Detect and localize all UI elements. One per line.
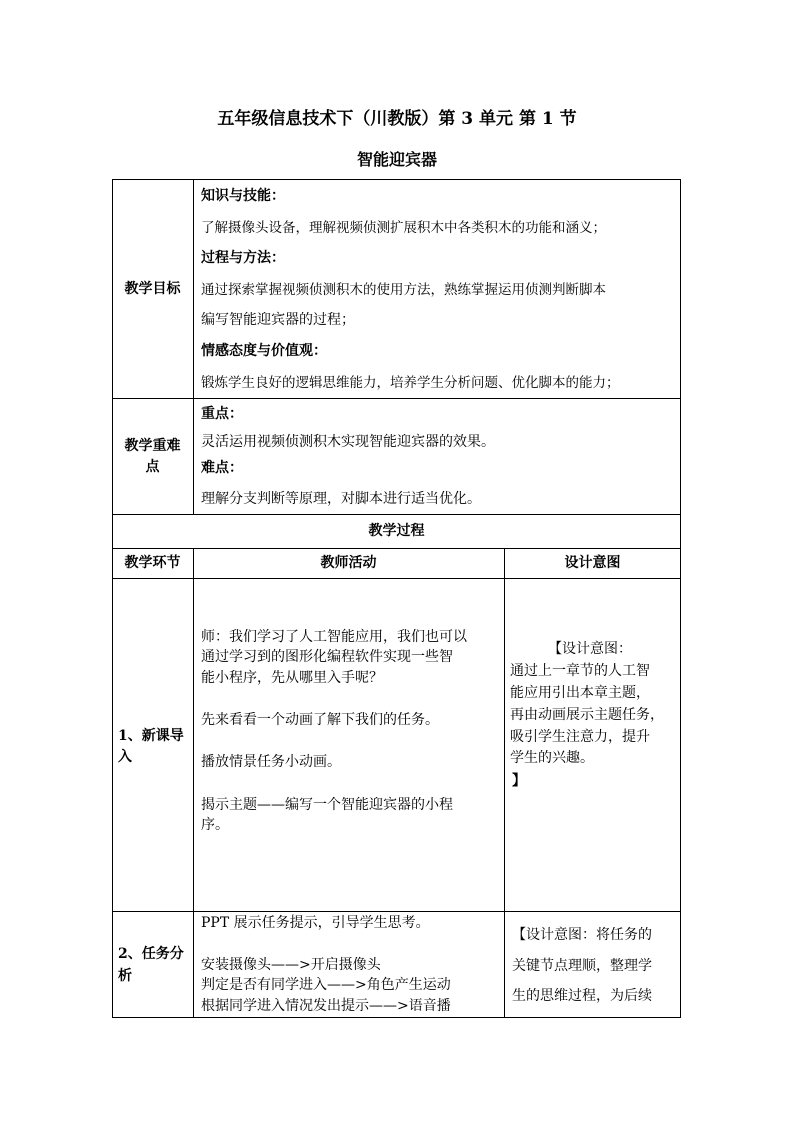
stage-2-label-line2: 析 <box>118 968 132 984</box>
design-intent-line: 关键节点理顺，整理学 <box>512 958 652 974</box>
lesson-title: 智能迎宾器 <box>356 150 437 169</box>
key-points-label-line1: 教学重难 <box>124 438 181 454</box>
key-heading: 重点： <box>201 406 243 422</box>
row-divider <box>112 911 681 912</box>
difficult-heading: 难点： <box>201 460 243 476</box>
stage-1-label-line2: 入 <box>118 749 132 765</box>
design-intent-line: 能应用引出本章主题， <box>510 685 650 701</box>
column-divider <box>193 179 194 514</box>
teacher-activity-line: 播放情景任务小动画。 <box>201 754 341 770</box>
teacher-activity-line: PPT 展示任务提示，引导学生思考。 <box>201 915 430 931</box>
row-divider <box>112 398 681 399</box>
process-text-line2: 编写智能迎宾器的过程； <box>201 312 355 328</box>
column-header-stage: 教学环节 <box>124 555 181 571</box>
design-intent-line: 吸引学生注意力，提升 <box>510 729 650 745</box>
design-intent-line: 【设计意图： <box>548 641 632 657</box>
difficult-text: 理解分支判断等原理，对脚本进行适当优化。 <box>201 491 481 507</box>
row-divider <box>112 514 681 515</box>
stage-2-label-line1: 2、任务分 <box>118 946 184 962</box>
column-divider <box>504 548 505 1018</box>
attitude-heading: 情感态度与价值观： <box>201 343 327 359</box>
teacher-activity-line: 师：我们学习了人工智能应用，我们也可以 <box>201 629 467 645</box>
row-divider <box>112 578 681 579</box>
teacher-activity-line: 序。 <box>201 817 229 833</box>
teacher-activity-line: 安装摄像头——>开启摄像头 <box>201 957 381 973</box>
knowledge-text: 了解摄像头设备，理解视频侦测扩展积木中各类积木的功能和涵义； <box>201 220 606 236</box>
column-header-design: 设计意图 <box>564 555 621 571</box>
process-heading: 过程与方法： <box>201 250 285 266</box>
row-divider <box>112 548 681 549</box>
key-text: 灵活运用视频侦测积木实现智能迎宾器的效果。 <box>201 434 495 450</box>
teacher-activity-line: 判定是否有同学进入——>角色产生运动 <box>201 977 451 993</box>
knowledge-heading: 知识与技能： <box>201 188 285 204</box>
column-header-teacher: 教师活动 <box>320 555 377 571</box>
process-title: 教学过程 <box>368 523 425 539</box>
table-border <box>112 179 681 1018</box>
teacher-activity-line: 根据同学进入情况发出提示——>语音播 <box>201 998 451 1014</box>
process-text-line1: 通过探索掌握视频侦测积木的使用方法，熟练掌握运用侦测判断脚本 <box>201 282 606 298</box>
design-intent-line: 学生的兴趣。 <box>510 750 594 766</box>
objectives-label: 教学目标 <box>124 281 181 297</box>
key-points-label-line2: 点 <box>145 459 160 475</box>
teacher-activity-line: 能小程序，先从哪里入手呢？ <box>201 670 383 686</box>
teacher-activity-line: 揭示主题——编写一个智能迎宾器的小程 <box>201 797 453 813</box>
design-intent-line: 【设计意图：将任务的 <box>512 927 652 943</box>
design-intent-line: 通过上一章节的人工智 <box>510 663 650 679</box>
teacher-activity-line: 先来看看一个动画了解下我们的任务。 <box>201 712 439 728</box>
teacher-activity-line: 通过学习到的图形化编程软件实现一些智 <box>201 649 453 665</box>
stage-1-label-line1: 1、新课导 <box>118 728 184 744</box>
column-divider <box>193 548 194 1018</box>
design-intent-line: 】 <box>512 773 526 789</box>
design-intent-line: 再由动画展示主题任务， <box>510 707 664 723</box>
design-intent-line: 生的思维过程，为后续 <box>512 988 652 1004</box>
attitude-text: 锻炼学生良好的逻辑思维能力，培养学生分析问题、优化脚本的能力； <box>201 375 620 391</box>
document-title: 五年级信息技术下（川教版）第 3 单元 第 1 节 <box>217 109 577 129</box>
